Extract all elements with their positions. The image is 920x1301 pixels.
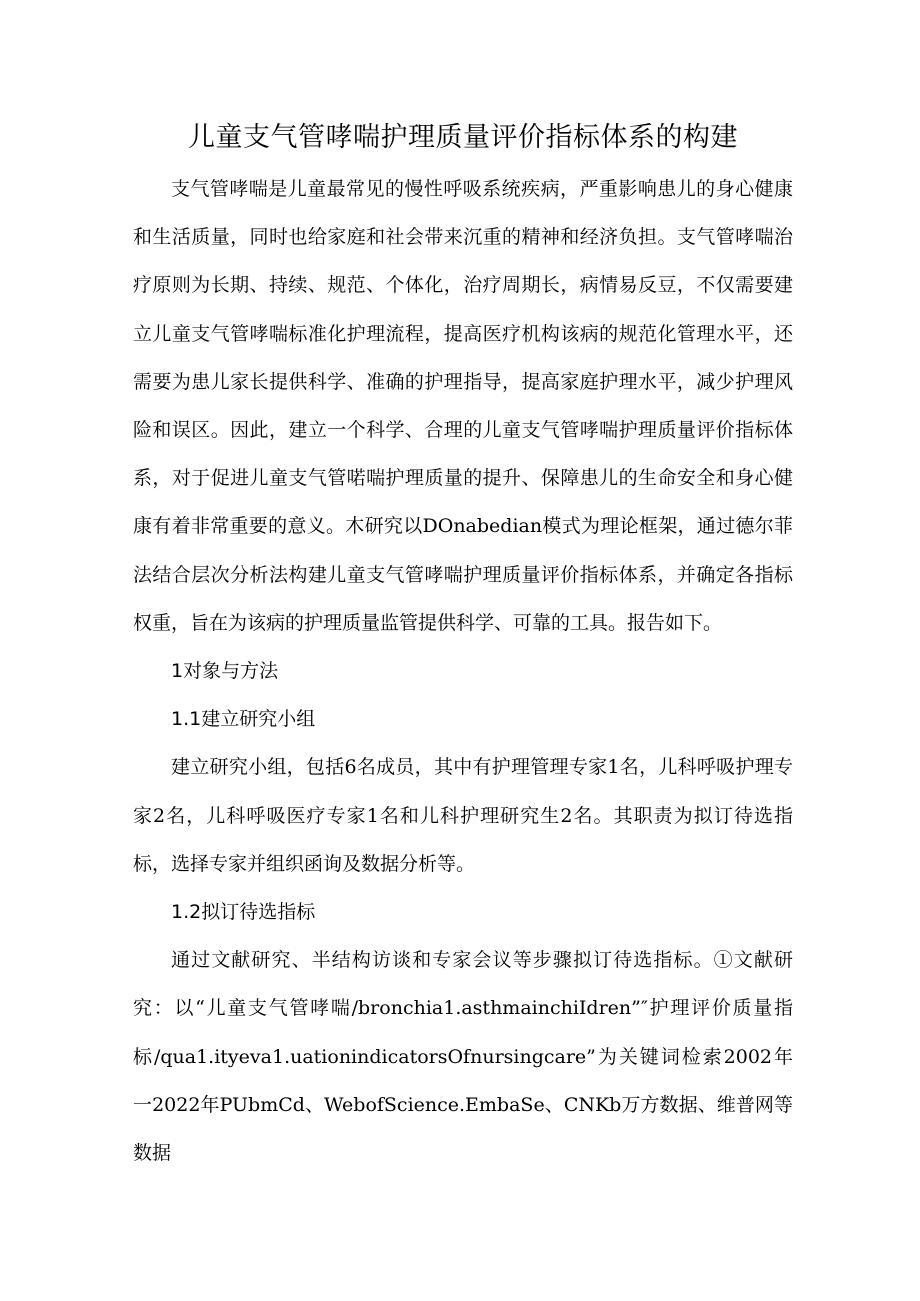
subsection-heading-team: 1.1建立研究小组: [171, 708, 316, 731]
paragraph-team: 建立研究小组，包括6名成员，其中有护理管理专家1名，儿科呼吸护理专家2名，儿科呼吸医疗专家1名和儿科护理研究生2名。其职责为拟订待选指标，选择专家并组织函询及数据分析等。: [133, 756, 793, 875]
paragraph-indicators: 通过文献研究、半结构访谈和专家会议等步骤拟订待选指标。①文献研究：以“儿童支气管哮喘/bronchia1.asthmainchiIdren”″护理评价质量指标/qua1.ityeva1.uationindicatorsOfnursingcare”为关键词检索2002年一2022年PUbmCd、WebofScience.EmbaSe、CNKb万方数据、维普网等数据: [133, 949, 793, 1165]
subsection-heading-indicators: 1.2拟订待选指标: [171, 901, 316, 924]
paragraph-intro: 支气管哮喘是儿童最常见的慢性呼吸系统疾病，严重影响患儿的身心健康和生活质量，同时也给家庭和社会带来沉重的精神和经济负担。支气管哮喘治疗原则为长期、持续、规范、个体化，治疗周期长，病情易反豆，不仅需要建立儿童支气管哮喘标准化护理流程，提高医疗机构该病的规范化管理水平，还需要为患儿家长提供科学、准确的护理指导，提高家庭护理水平，减少护理风险和误区。因此，建立一个科学、合理的儿童支气管哮喘护理质量评价指标体系，对于促进儿童支气管喏喘护理质量的提升、保障患儿的生命安全和身心健康有着非常重要的意义。木研究以DOnabedian模式为理论框架，通过德尔菲法结合层次分析法构建儿童支气管哮喘护理质量评价指标体系，并确定各指标权重，旨在为该病的护理质量监管提供科学、可靠的工具。报告如下。: [133, 178, 793, 634]
document-body: [133, 165, 793, 1177]
document-title: 儿童支气管哮喘护理质量评价指标体系的构建: [188, 122, 738, 153]
section-heading-methods: 1对象与方法: [171, 660, 279, 683]
